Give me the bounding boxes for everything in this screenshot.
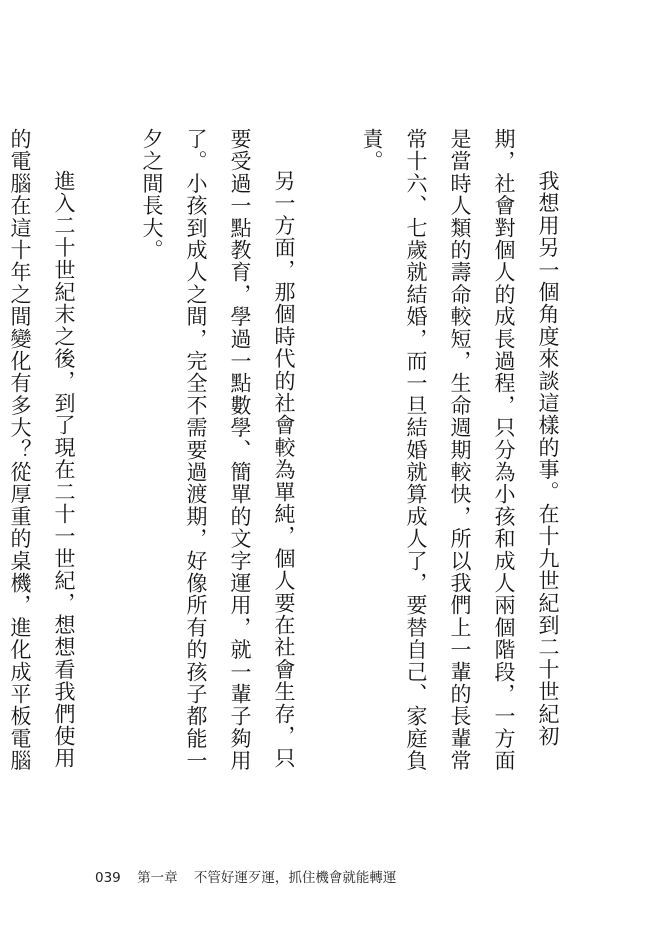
paragraph-2: 另一方面，那個時代的社會較為單純，個人要在社會生存，只要受過一點教育，學過一點數學、簡單的文字運用，就一輩子夠用了。小孩到成人之間，完全不需要過渡期，好像所有的孩子都能一夕之間長大。: [140, 128, 296, 772]
page-number: 039: [95, 870, 121, 886]
page-footer: [95, 866, 396, 886]
chapter-label: 第一章: [137, 870, 178, 886]
paragraph-1: 我想用另一個角度來談這樣的事。在十九世紀到二十世紀初期，社會對個人的成長過程，只分為小孩和成人兩個階段，一方面是當時人類的壽命較短，生命週期較快，所以我們上一輩的長輩常常十六、七歲就結婚，而一旦結婚就算成人了，要替自己、家庭負責。: [360, 128, 560, 772]
paragraph-gap: [306, 128, 350, 778]
chapter-title: 不管好運歹運，抓住機會就能轉運: [193, 870, 397, 886]
vertical-text-body: [8, 128, 570, 778]
paragraph-3: 進入二十世紀末之後，到了現在二十一世紀，想想看我們使用的電腦在這十年之間變化有多大？從厚重的桌機，進化成平板電腦: [8, 128, 76, 772]
paragraph-gap: [86, 128, 130, 778]
